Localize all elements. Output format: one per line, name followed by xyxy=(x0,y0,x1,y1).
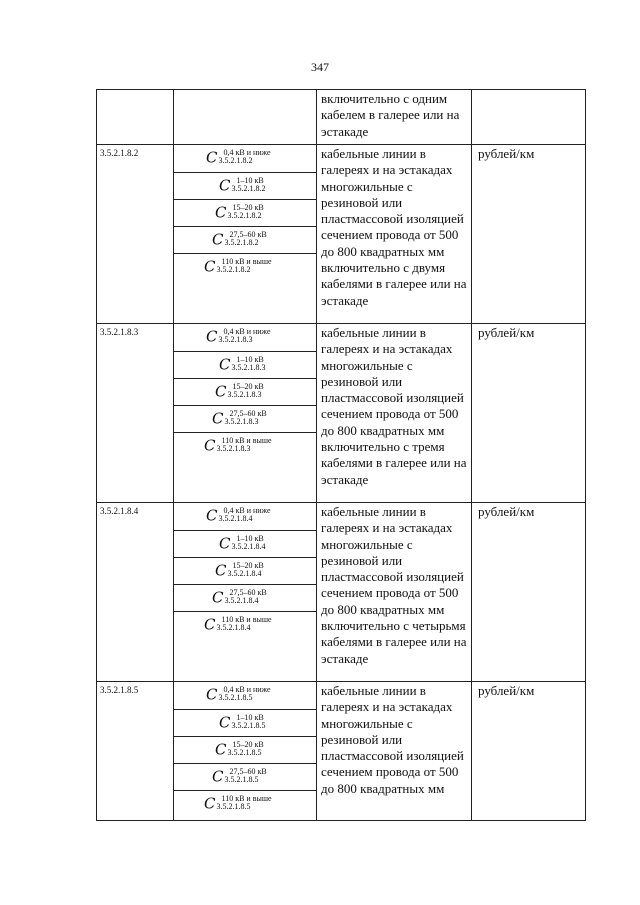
table-row xyxy=(97,324,586,503)
unit-cell xyxy=(472,90,586,145)
symbol-letter: C xyxy=(219,534,231,553)
voltage-subcell xyxy=(174,612,316,681)
symbol-letter: C xyxy=(204,794,216,813)
symbol-cell xyxy=(174,324,317,503)
voltage-subcell xyxy=(174,737,316,764)
cost-symbol xyxy=(206,327,271,345)
symbol-letter: C xyxy=(215,382,227,401)
symbol-letter: C xyxy=(206,506,218,525)
symbol-subscript: 3.5.2.1.8.3 xyxy=(224,417,259,427)
unit-cell: рублей/км xyxy=(472,503,586,682)
symbol-subscript: 3.5.2.1.8.5 xyxy=(231,721,266,731)
code-cell: 3.5.2.1.8.5 xyxy=(97,682,174,821)
cost-symbol xyxy=(219,355,265,373)
symbol-cell xyxy=(174,145,317,324)
voltage-level: 27,5–60 кВ xyxy=(229,409,267,419)
voltage-subcell xyxy=(174,531,316,558)
symbol-cell xyxy=(174,90,317,145)
symbol-letter: C xyxy=(219,713,231,732)
symbol-subscript: 3.5.2.1.8.3 xyxy=(227,390,262,400)
symbol-letter: C xyxy=(206,685,218,704)
table-row xyxy=(97,145,586,324)
cost-symbol xyxy=(212,409,267,427)
symbol-cell xyxy=(174,503,317,682)
description-cell: кабельные линии в галереях и на эстакадах многожильные с резиновой или пластмассовой изоляцией сечением провода от 500 до 800 квадратных мм xyxy=(317,682,472,821)
symbol-subscript: 3.5.2.1.8.5 xyxy=(227,748,262,758)
cost-symbol xyxy=(212,588,267,606)
symbol-subscript: 3.5.2.1.8.4 xyxy=(216,623,251,633)
voltage-level: 0,4 кВ и ниже xyxy=(223,327,271,337)
voltage-subcell xyxy=(174,791,316,820)
symbol-letter: C xyxy=(204,257,216,276)
symbol-letter: C xyxy=(206,327,218,346)
cost-symbol xyxy=(215,203,264,221)
code-cell: 3.5.2.1.8.4 xyxy=(97,503,174,682)
symbol-subscript: 3.5.2.1.8.3 xyxy=(216,444,251,454)
symbol-letter: C xyxy=(219,355,231,374)
cost-symbol xyxy=(206,148,271,166)
voltage-level: 110 кВ и выше xyxy=(221,436,272,446)
cost-symbol xyxy=(204,615,272,633)
symbol-letter: C xyxy=(206,148,218,167)
tariff-table xyxy=(96,89,586,821)
cost-symbol xyxy=(212,767,267,785)
description-cell: кабельные линии в галереях и на эстакадах многожильные с резиновой или пластмассовой изоляцией сечением провода от 500 до 800 квадратных мм включительно с двумя кабелями в галерее или на эстакаде xyxy=(317,145,472,324)
cost-symbol xyxy=(204,436,272,454)
voltage-level: 0,4 кВ и ниже xyxy=(223,148,271,158)
voltage-level: 15–20 кВ xyxy=(232,203,264,213)
symbol-letter: C xyxy=(215,561,227,580)
cost-symbol xyxy=(215,561,264,579)
voltage-level: 0,4 кВ и ниже xyxy=(223,506,271,516)
voltage-level: 15–20 кВ xyxy=(232,740,264,750)
cost-symbol xyxy=(206,506,271,524)
symbol-subscript: 3.5.2.1.8.2 xyxy=(224,238,259,248)
code-cell xyxy=(97,90,174,145)
voltage-subcell xyxy=(174,227,316,254)
symbol-letter: C xyxy=(212,409,224,428)
voltage-subcell xyxy=(174,764,316,791)
voltage-subcell xyxy=(174,145,316,173)
unit-cell: рублей/км xyxy=(472,324,586,503)
voltage-subcell xyxy=(174,324,316,352)
table-row xyxy=(97,503,586,682)
symbol-letter: C xyxy=(212,588,224,607)
symbol-subscript: 3.5.2.1.8.2 xyxy=(231,184,266,194)
voltage-level: 1–10 кВ xyxy=(236,534,264,544)
table-row xyxy=(97,682,586,821)
voltage-level: 27,5–60 кВ xyxy=(229,588,267,598)
voltage-level: 1–10 кВ xyxy=(236,713,264,723)
unit-cell: рублей/км xyxy=(472,145,586,324)
symbol-subscript: 3.5.2.1.8.3 xyxy=(231,363,266,373)
voltage-subcell xyxy=(174,558,316,585)
voltage-level: 15–20 кВ xyxy=(232,561,264,571)
voltage-subcell xyxy=(174,200,316,227)
symbol-subscript: 3.5.2.1.8.4 xyxy=(218,514,253,524)
description-cell: кабельные линии в галереях и на эстакадах многожильные с резиновой или пластмассовой изоляцией сечением провода от 500 до 800 квадратных мм включительно с тремя кабелями в галерее или на эстакаде xyxy=(317,324,472,503)
code-cell: 3.5.2.1.8.3 xyxy=(97,324,174,503)
symbol-letter: C xyxy=(212,767,224,786)
voltage-subcell xyxy=(174,254,316,323)
voltage-level: 110 кВ и выше xyxy=(221,257,272,267)
cost-symbol xyxy=(219,713,265,731)
voltage-subcell xyxy=(174,503,316,531)
voltage-level: 1–10 кВ xyxy=(236,176,264,186)
symbol-cell xyxy=(174,682,317,821)
symbol-subscript: 3.5.2.1.8.5 xyxy=(224,775,259,785)
symbol-subscript: 3.5.2.1.8.4 xyxy=(231,542,266,552)
voltage-level: 15–20 кВ xyxy=(232,382,264,392)
description-cell: включительно с одним кабелем в галерее или на эстакаде xyxy=(317,90,472,145)
voltage-subcell xyxy=(174,379,316,406)
voltage-subcell xyxy=(174,585,316,612)
symbol-letter: C xyxy=(219,176,231,195)
symbol-subscript: 3.5.2.1.8.4 xyxy=(224,596,259,606)
cost-symbol xyxy=(204,257,272,275)
symbol-subscript: 3.5.2.1.8.2 xyxy=(227,211,262,221)
voltage-subcell xyxy=(174,406,316,433)
voltage-subcell xyxy=(174,682,316,710)
cost-symbol xyxy=(206,685,271,703)
unit-cell: рублей/км xyxy=(472,682,586,821)
voltage-level: 0,4 кВ и ниже xyxy=(223,685,271,695)
symbol-subscript: 3.5.2.1.8.5 xyxy=(218,693,253,703)
voltage-level: 27,5–60 кВ xyxy=(229,767,267,777)
symbol-letter: C xyxy=(204,436,216,455)
symbol-letter: C xyxy=(215,740,227,759)
cost-symbol xyxy=(215,382,264,400)
voltage-level: 110 кВ и выше xyxy=(221,794,272,804)
symbol-subscript: 3.5.2.1.8.2 xyxy=(216,265,251,275)
symbol-letter: C xyxy=(212,230,224,249)
symbol-subscript: 3.5.2.1.8.2 xyxy=(218,156,253,166)
voltage-subcell xyxy=(174,433,316,502)
voltage-level: 110 кВ и выше xyxy=(221,615,272,625)
cost-symbol xyxy=(219,534,265,552)
symbol-subscript: 3.5.2.1.8.5 xyxy=(216,802,251,812)
page-number: 347 xyxy=(311,60,329,74)
voltage-subcell xyxy=(174,710,316,737)
voltage-subcell xyxy=(174,352,316,379)
voltage-subcell xyxy=(174,173,316,200)
cost-symbol xyxy=(219,176,265,194)
voltage-level: 1–10 кВ xyxy=(236,355,264,365)
description-cell: кабельные линии в галереях и на эстакадах многожильные с резиновой или пластмассовой изоляцией сечением провода от 500 до 800 квадратных мм включительно с четырьмя кабелями в галерее или на эстакаде xyxy=(317,503,472,682)
symbol-subscript: 3.5.2.1.8.4 xyxy=(227,569,262,579)
symbol-subscript: 3.5.2.1.8.3 xyxy=(218,335,253,345)
cost-symbol xyxy=(212,230,267,248)
cost-symbol xyxy=(215,740,264,758)
symbol-letter: C xyxy=(215,203,227,222)
voltage-level: 27,5–60 кВ xyxy=(229,230,267,240)
cost-symbol xyxy=(204,794,272,812)
table-row xyxy=(97,90,586,145)
symbol-letter: C xyxy=(204,615,216,634)
code-cell: 3.5.2.1.8.2 xyxy=(97,145,174,324)
